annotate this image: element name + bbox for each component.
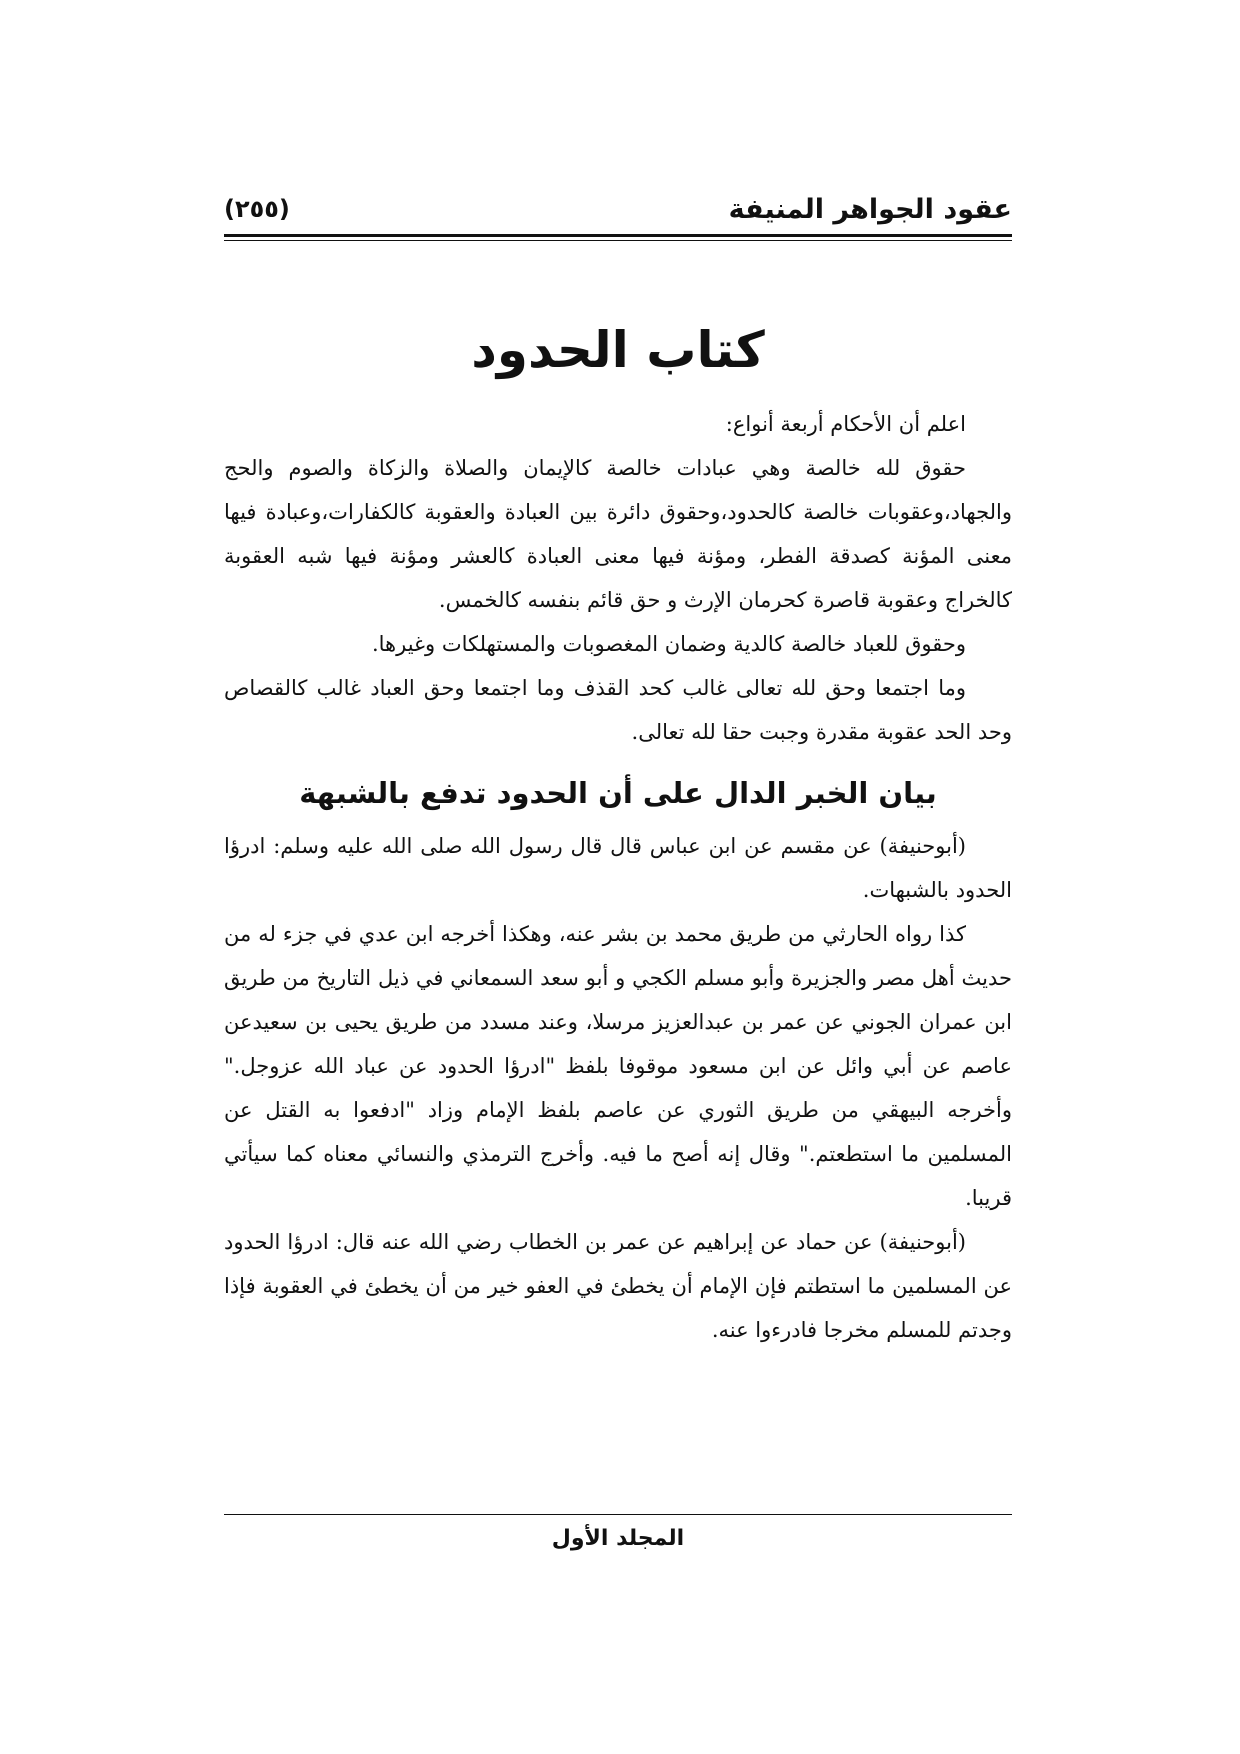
takhrij-paragraph: كذا رواه الحارثي من طريق محمد بن بشر عنه، وهكذا أخرجه ابن عدي في جزء له من حديث أهل مصر والجزيرة وأبو مسلم الكجي و أبو سعد السمعاني في ذيل التاريخ من طريق ابن عمران الجوني عن عمر بن عبدالعزيز مرسلا، وعند مسدد من طريق يحيى بن سعيدعن عاصم عن أبي وائل عن ابن مسعود موقوفا بلفظ "ادرؤا الحدود عن عباد الله عزوجل." وأخرجه البيهقي من طريق الثوري عن عاصم بلفظ الإمام وزاد "ادفعوا به القتل عن المسلمين ما استطعتم." وقال إنه أصح ما فيه. وأخرج الترمذي والنسائي معناه كما سيأتي قريبا. xyxy=(224,922,1012,1210)
hadith-paragraph-1: (أبوحنيفة) عن مقسم عن ابن عباس قال قال رسول الله صلى الله عليه وسلم: ادرؤا الحدود بالشبهات. xyxy=(224,834,1012,902)
footer-rule xyxy=(224,1514,1012,1515)
chapter-title: كتاب الحدود xyxy=(471,321,765,379)
section-heading: بيان الخبر الدال على أن الحدود تدفع بالشبهة xyxy=(299,776,937,810)
combined-rights-paragraph: وما اجتمعا وحق لله تعالى غالب كحد القذف وما اجتمعا وحق العباد غالب كالقصاص وحد الحد عقوبة مقدرة وجبت حقا لله تعالى. xyxy=(224,676,1012,744)
book-title: عقود الجواهر المنيفة xyxy=(728,193,1012,225)
rights-of-god-paragraph: حقوق لله خالصة وهي عبادات خالصة كالإيمان والصلاة والزكاة والصوم والحج والجهاد،وعقوبات خالصة كالحدود،وحقوق دائرة بين العبادة والعقوبة كالكفارات،وعبادة فيها معنى المؤنة كصدقة الفطر، ومؤنة فيها معنى العبادة كالعشر ومؤنة فيها شبه العقوبة كالخراج وعقوبة قاصرة كحرمان الإرث و حق قائم بنفسه كالخمس. xyxy=(224,456,1012,612)
volume-label: المجلد الأول xyxy=(551,1526,685,1551)
header-rule xyxy=(224,234,1012,237)
running-header xyxy=(224,188,1012,230)
header-rule-thin xyxy=(224,240,1012,241)
rights-of-servants-paragraph: وحقوق للعباد خالصة كالدية وضمان المغصوبات والمستهلكات وغيرها. xyxy=(371,632,966,656)
page-body xyxy=(224,402,1012,1352)
hadith-paragraph-2: (أبوحنيفة) عن حماد عن إبراهيم عن عمر بن الخطاب رضي الله عنه قال: ادرؤا الحدود عن المسلمين ما استطتم فإن الإمام أن يخطئ في العفو خير من أن يخطئ في العقوبة فإذا وجدتم للمسلم مخرجا فادرءوا عنه. xyxy=(224,1230,1012,1342)
page-number: (٢٥٥) xyxy=(224,195,290,223)
intro-paragraph: اعلم أن الأحكام أربعة أنواع: xyxy=(725,412,966,436)
